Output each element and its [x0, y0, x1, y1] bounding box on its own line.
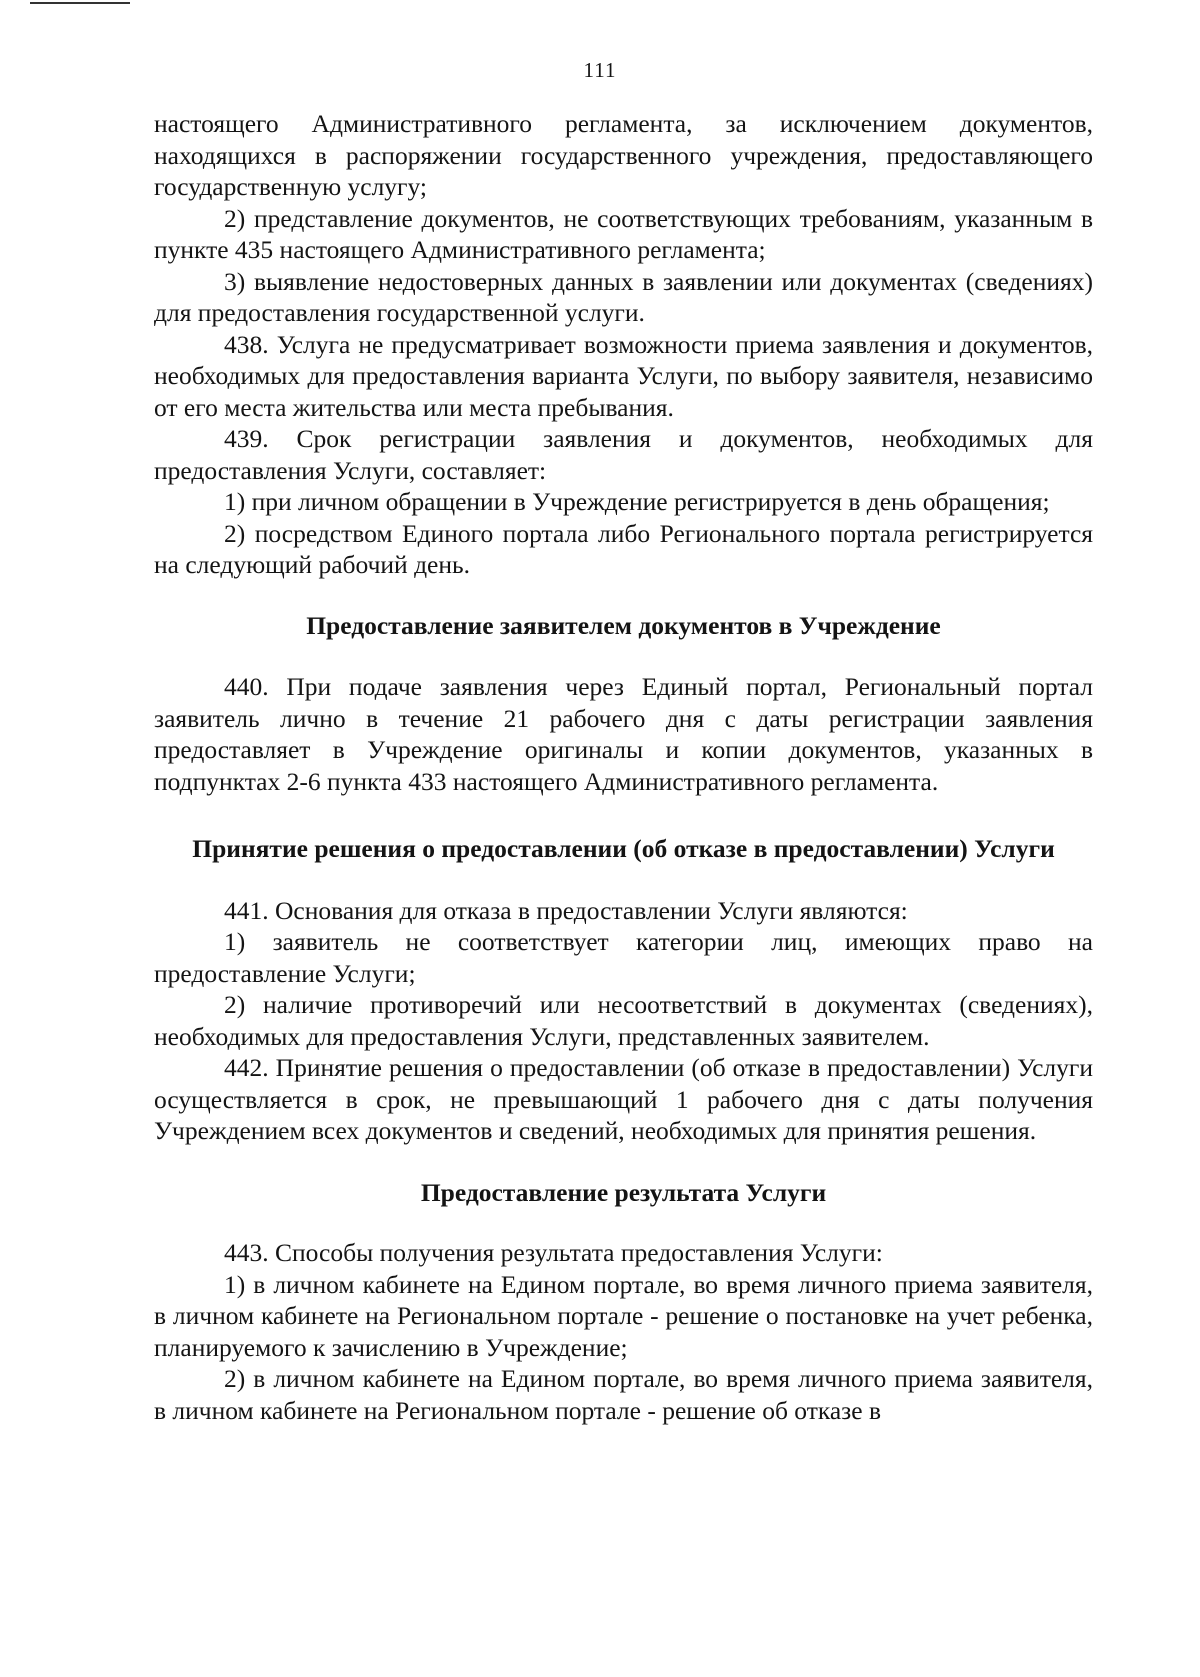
- paragraph: 2) в личном кабинете на Едином портале, во время личного приема заявителя, в личном кабинете на Региональном портале - решение об отказе в: [154, 1364, 1093, 1425]
- document-body: [154, 108, 1093, 1426]
- paragraph: 2) наличие противоречий или несоответствий в документах (сведениях), необходимых для предоставления Услуги, представленных заявителем.: [154, 990, 1093, 1051]
- paragraph: 441. Основания для отказа в предоставлении Услуги являются:: [224, 895, 908, 925]
- paragraph: 3) выявление недостоверных данных в заявлении или документах (сведениях) для предоставления государственной услуги.: [154, 266, 1093, 327]
- section-2-paragraphs: [154, 895, 1093, 1147]
- paragraph: настоящего Административного регламента, за исключением документов, находящихся в распоряжении государственного учреждения, предоставляющего государственную услугу;: [154, 109, 1093, 201]
- paragraph: 438. Услуга не предусматривает возможности приема заявления и документов, необходимых для предоставления варианта Услуги, по выбору заявителя, независимо от его места жительства или места пребывания.: [154, 329, 1093, 422]
- paragraph: 440. При подаче заявления через Единый портал, Региональный портал заявитель лично в течение 21 рабочего дня с даты регистрации заявления предоставляет в Учреждение оригиналы и копии документов, указанных в подпунктах 2-6 пункта 433 настоящего Административного регламента.: [154, 672, 1093, 796]
- paragraph: 1) при личном обращении в Учреждение регистрируется в день обращения;: [224, 487, 1050, 516]
- top-paragraphs: [154, 108, 1093, 581]
- page-number: 111: [583, 58, 617, 82]
- section-heading: Предоставление результата Услуги: [420, 1177, 827, 1207]
- paragraph: 442. Принятие решения о предоставлении (об отказе в предоставлении) Услуги осуществляется в срок, не превышающий 1 рабочего дня с даты получения Учреждением всех документов и сведений, необходимых для принятия решения.: [154, 1053, 1093, 1145]
- paragraph: 2) посредством Единого портала либо Регионального портала регистрируется на следующий рабочий день.: [154, 518, 1093, 579]
- scan-edge-line: [30, 2, 130, 4]
- paragraph: 2) представление документов, не соответствующих требованиям, указанным в пункте 435 настоящего Административного регламента;: [154, 203, 1093, 264]
- paragraph: 439. Срок регистрации заявления и документов, необходимых для предоставления Услуги, составляет:: [154, 424, 1093, 485]
- section-1-paragraphs: [154, 671, 1093, 797]
- section-3-paragraphs: [154, 1237, 1093, 1426]
- paragraph: 1) заявитель не соответствует категории лиц, имеющих право на предоставление Услуги;: [154, 927, 1093, 988]
- section-heading: Принятие решения о предоставлении (об отказе в предоставлении) Услуги: [192, 834, 1055, 863]
- paragraph: 1) в личном кабинете на Едином портале, во время личного приема заявителя, в личном кабинете на Региональном портале - решение о постановке на учет ребенка, планируемого к зачислению в Учреждение;: [154, 1269, 1093, 1362]
- section-heading: Предоставление заявителем документов в Учреждение: [306, 610, 941, 640]
- paragraph: 443. Способы получения результата предоставления Услуги:: [224, 1238, 883, 1267]
